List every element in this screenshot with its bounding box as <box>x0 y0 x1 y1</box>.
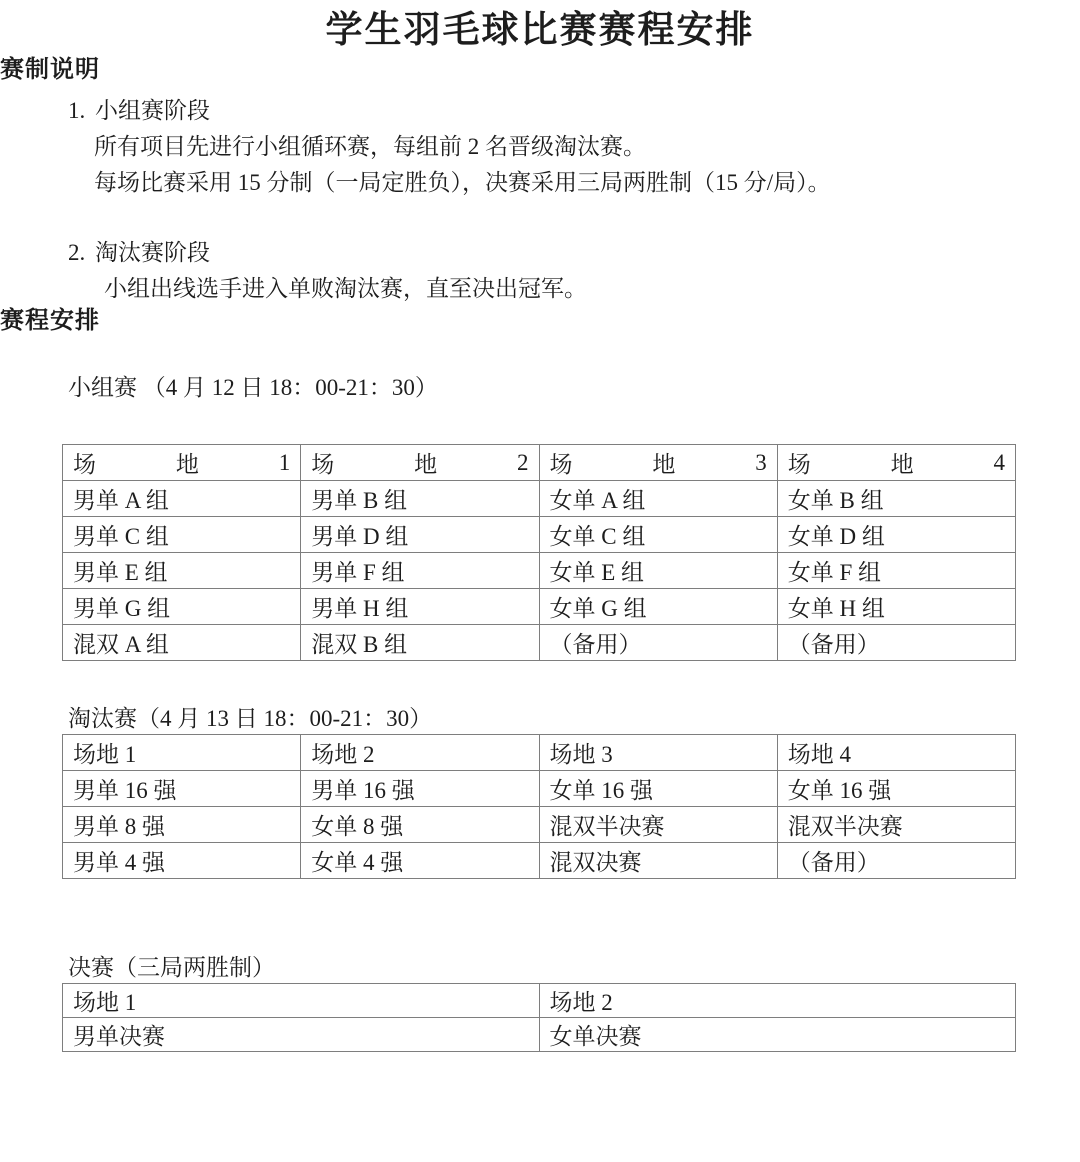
column-header <box>777 445 1015 481</box>
table-header-row <box>63 445 1016 481</box>
column-header <box>63 445 301 481</box>
list-item-group-stage <box>68 93 1080 129</box>
table-row <box>63 481 1016 517</box>
column-header: 场地 3 <box>539 735 777 771</box>
table-cell: 男单决赛 <box>63 1018 540 1052</box>
group-stage-table <box>62 444 1016 661</box>
table-cell: 男单 8 强 <box>63 807 301 843</box>
table-cell: 女单 D 组 <box>777 517 1015 553</box>
body-line: 小组出线选手进入单败淘汰赛，直至决出冠军。 <box>104 276 587 301</box>
column-header: 场地 2 <box>301 735 539 771</box>
table-cell: 女单 4 强 <box>301 843 539 879</box>
document-title: 学生羽毛球比赛赛程安排 <box>325 10 755 51</box>
table-cell: 女单 E 组 <box>539 553 777 589</box>
table-header-row <box>63 984 1016 1018</box>
table-row <box>63 625 1016 661</box>
table-cell: 男单 C 组 <box>63 517 301 553</box>
table-cell: 女单 8 强 <box>301 807 539 843</box>
table-caption-finals: 决赛（三局两胜制） <box>68 955 275 980</box>
column-header-part: 3 <box>755 449 767 475</box>
document-canvas[interactable] <box>0 6 1080 1162</box>
column-header-part: 地 <box>890 452 914 477</box>
column-header: 场地 1 <box>63 735 301 771</box>
table-row <box>63 807 1016 843</box>
table-cell: 女单 B 组 <box>777 481 1015 517</box>
table-cell: 混双半决赛 <box>777 807 1015 843</box>
column-header-part: 4 <box>993 449 1005 475</box>
table-cell: 男单 E 组 <box>63 553 301 589</box>
column-header: 场地 4 <box>777 735 1015 771</box>
list-item-title: 小组赛阶段 <box>95 98 210 123</box>
table-caption-knockout: 淘汰赛（4 月 13 日 18：00-21：30） <box>68 706 433 731</box>
body-line: 所有项目先进行小组循环赛，每组前 2 名晋级淘汰赛。 <box>94 134 646 159</box>
table-cell: 混双 A 组 <box>63 625 301 661</box>
table-header-row <box>63 735 1016 771</box>
table-row <box>63 589 1016 625</box>
table-cell: 男单 F 组 <box>301 553 539 589</box>
table-row <box>63 517 1016 553</box>
knockout-table <box>62 734 1016 879</box>
section-heading-text: 赛程安排 <box>0 308 100 334</box>
column-header-part: 1 <box>278 449 291 475</box>
column-header <box>301 445 539 481</box>
column-header-part: 地 <box>414 452 438 477</box>
table-row <box>63 843 1016 879</box>
table-cell: 女单 A 组 <box>539 481 777 517</box>
table-row <box>63 771 1016 807</box>
table-cell: 男单 B 组 <box>301 481 539 517</box>
table-cell: 混双决赛 <box>539 843 777 879</box>
list-item-title: 淘汰赛阶段 <box>95 240 210 265</box>
column-header: 场地 2 <box>539 984 1016 1018</box>
table-cell: 女单 G 组 <box>539 589 777 625</box>
column-header-part: 2 <box>517 449 529 475</box>
column-header-part: 地 <box>652 452 676 477</box>
table-cell: 女单 16 强 <box>539 771 777 807</box>
table-cell: （备用） <box>777 843 1015 879</box>
column-header-part: 场 <box>549 452 573 477</box>
table-cell: 女单 H 组 <box>777 589 1015 625</box>
table-cell: （备用） <box>539 625 777 661</box>
section-heading-schedule <box>0 307 100 336</box>
column-header-part: 场 <box>787 452 811 477</box>
column-header-part: 场 <box>311 452 335 477</box>
table-cell: 女单 16 强 <box>777 771 1015 807</box>
table-cell: 男单 G 组 <box>63 589 301 625</box>
column-header <box>539 445 777 481</box>
column-header: 场地 1 <box>63 984 540 1018</box>
table-cell: 女单决赛 <box>539 1018 1016 1052</box>
body-line: 每场比赛采用 15 分制（一局定胜负），决赛采用三局两胜制（15 分/局）。 <box>94 170 831 195</box>
column-header-part: 地 <box>175 452 199 477</box>
column-header-part: 场 <box>73 452 96 477</box>
table-cell: 混双半决赛 <box>539 807 777 843</box>
table-caption-group-stage: 小组赛 （4 月 12 日 18：00-21：30） <box>68 375 438 400</box>
table-cell: 男单 H 组 <box>301 589 539 625</box>
table-cell: 女单 C 组 <box>539 517 777 553</box>
finals-table <box>62 983 1016 1052</box>
table-cell: 女单 F 组 <box>777 553 1015 589</box>
list-number: 2. <box>68 240 86 265</box>
table-cell: 男单 16 强 <box>301 771 539 807</box>
table-cell: 男单 16 强 <box>63 771 301 807</box>
table-cell: 混双 B 组 <box>301 625 539 661</box>
table-cell: 男单 A 组 <box>63 481 301 517</box>
table-row <box>63 1018 1016 1052</box>
list-number: 1. <box>68 98 86 123</box>
table-cell: 男单 D 组 <box>301 517 539 553</box>
table-cell: 男单 4 强 <box>63 843 301 879</box>
list-item-knockout-stage <box>68 235 1080 271</box>
section-heading-format: 赛制说明 <box>0 57 100 83</box>
table-cell: （备用） <box>777 625 1015 661</box>
table-row <box>63 553 1016 589</box>
